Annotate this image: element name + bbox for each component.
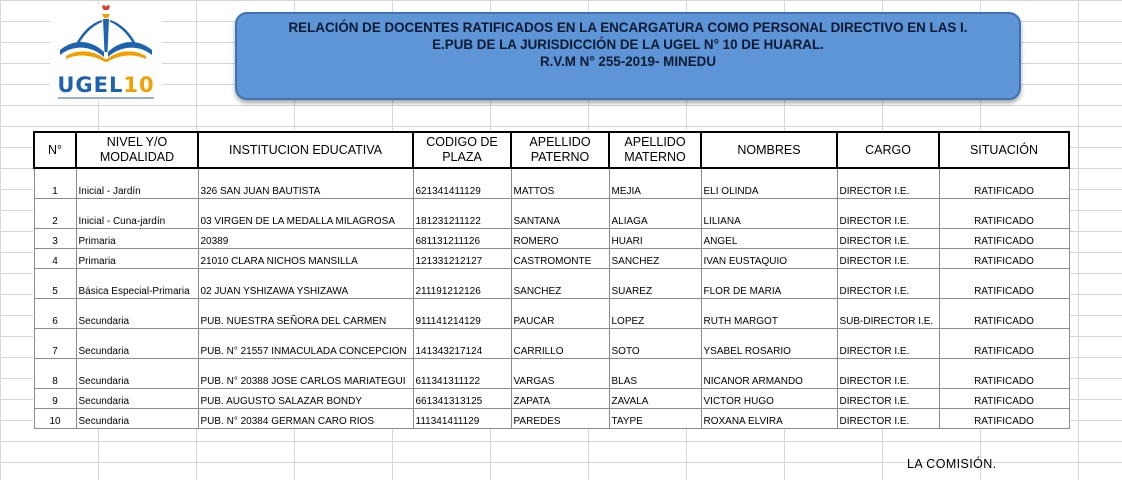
- table-row: [34, 389, 1069, 409]
- col-header-num: N°: [34, 132, 76, 168]
- cell-materno: BLAS: [609, 359, 701, 389]
- cell-nombres: ANGEL: [701, 229, 837, 249]
- cell-paterno: PAUCAR: [511, 299, 609, 329]
- cell-institucion: PUB. N° 20384 GERMAN CARO RIOS: [198, 409, 413, 429]
- cell-nombres: IVAN EUSTAQUIO: [701, 249, 837, 269]
- cell-materno: SOTO: [609, 329, 701, 359]
- title-line-2: E.PUB DE LA JURISDICCIÓN DE LA UGEL N° 10 DE HUARAL.: [432, 37, 824, 52]
- table-row: [34, 329, 1069, 359]
- cell-codigo: 911141214129: [413, 299, 511, 329]
- cell-num: 10: [34, 409, 76, 429]
- cell-nombres: YSABEL ROSARIO: [701, 329, 837, 359]
- cell-nivel: Secundaria: [76, 329, 198, 359]
- cell-nombres: ELI OLINDA: [701, 168, 837, 199]
- cell-situacion: RATIFICADO: [939, 229, 1069, 249]
- cell-situacion: RATIFICADO: [939, 329, 1069, 359]
- cell-codigo: 181231211122: [413, 199, 511, 229]
- cell-cargo: DIRECTOR I.E.: [837, 409, 939, 429]
- cell-cargo: DIRECTOR I.E.: [837, 229, 939, 249]
- cell-materno: TAYPE: [609, 409, 701, 429]
- cell-cargo: DIRECTOR I.E.: [837, 168, 939, 199]
- cell-codigo: 621341411129: [413, 168, 511, 199]
- cell-paterno: ZAPATA: [511, 389, 609, 409]
- cell-codigo: 111341411129: [413, 409, 511, 429]
- cell-nivel: Secundaria: [76, 409, 198, 429]
- cell-institucion: 326 SAN JUAN BAUTISTA: [198, 168, 413, 199]
- col-header-nivel: NIVEL Y/O MODALIDAD: [76, 132, 198, 168]
- cell-nivel: Secundaria: [76, 299, 198, 329]
- title-line-1: RELACIÓN DE DOCENTES RATIFICADOS EN LA ENCARGATURA COMO PERSONAL DIRECTIVO EN LAS I.: [288, 20, 968, 35]
- header-row: [34, 132, 1069, 168]
- cell-num: 2: [34, 199, 76, 229]
- cell-num: 5: [34, 269, 76, 299]
- col-header-nombres: NOMBRES: [701, 132, 837, 168]
- cell-cargo: DIRECTOR I.E.: [837, 359, 939, 389]
- ugel-logo: [50, 4, 162, 100]
- signature-commission: LA COMISIÓN.: [907, 457, 997, 471]
- cell-num: 1: [34, 168, 76, 199]
- cell-nivel: Primaria: [76, 229, 198, 249]
- cell-paterno: SANCHEZ: [511, 269, 609, 299]
- cell-cargo: DIRECTOR I.E.: [837, 199, 939, 229]
- cell-institucion: 02 JUAN YSHIZAWA YSHIZAWA: [198, 269, 413, 299]
- teachers-table: [33, 131, 1070, 429]
- cell-materno: ALIAGA: [609, 199, 701, 229]
- cell-paterno: SANTANA: [511, 199, 609, 229]
- col-header-institucion: INSTITUCION EDUCATIVA: [198, 132, 413, 168]
- cell-situacion: RATIFICADO: [939, 199, 1069, 229]
- cell-institucion: PUB. N° 20388 JOSE CARLOS MARIATEGUI: [198, 359, 413, 389]
- book-torch-icon: [50, 4, 162, 74]
- col-header-codigo: CODIGO DE PLAZA: [413, 132, 511, 168]
- cell-paterno: ROMERO: [511, 229, 609, 249]
- cell-materno: SANCHEZ: [609, 249, 701, 269]
- cell-num: 9: [34, 389, 76, 409]
- col-header-paterno: APELLIDO PATERNO: [511, 132, 609, 168]
- cell-paterno: CARRILLO: [511, 329, 609, 359]
- title-line-3: R.V.M N° 255-2019- MINEDU: [539, 54, 717, 69]
- cell-cargo: DIRECTOR I.E.: [837, 269, 939, 299]
- cell-institucion: 20389: [198, 229, 413, 249]
- cell-paterno: PAREDES: [511, 409, 609, 429]
- cell-nombres: ROXANA ELVIRA: [701, 409, 837, 429]
- cell-nivel: Secundaria: [76, 389, 198, 409]
- col-header-cargo: CARGO: [837, 132, 939, 168]
- cell-situacion: RATIFICADO: [939, 269, 1069, 299]
- table-row: [34, 168, 1069, 199]
- cell-situacion: RATIFICADO: [939, 359, 1069, 389]
- cell-institucion: 21010 CLARA NICHOS MANSILLA: [198, 249, 413, 269]
- col-header-situacion: SITUACIÓN: [939, 132, 1069, 168]
- cell-situacion: RATIFICADO: [939, 168, 1069, 199]
- cell-codigo: 661341313125: [413, 389, 511, 409]
- cell-codigo: 681131211126: [413, 229, 511, 249]
- table-row: [34, 409, 1069, 429]
- cell-codigo: 121331212127: [413, 249, 511, 269]
- cell-institucion: PUB. NUESTRA SEÑORA DEL CARMEN: [198, 299, 413, 329]
- cell-nivel: Secundaria: [76, 359, 198, 389]
- logo-underline: [58, 97, 154, 99]
- table-row: [34, 249, 1069, 269]
- cell-institucion: PUB. N° 21557 INMACULADA CONCEPCION: [198, 329, 413, 359]
- cell-nombres: NICANOR ARMANDO: [701, 359, 837, 389]
- cell-materno: MEJIA: [609, 168, 701, 199]
- cell-nombres: VICTOR HUGO: [701, 389, 837, 409]
- cell-paterno: CASTROMONTE: [511, 249, 609, 269]
- cell-codigo: 611341311122: [413, 359, 511, 389]
- cell-nivel: Primaria: [76, 249, 198, 269]
- table-row: [34, 229, 1069, 249]
- table-row: [34, 269, 1069, 299]
- title-banner: [235, 12, 1021, 100]
- cell-num: 3: [34, 229, 76, 249]
- cell-num: 4: [34, 249, 76, 269]
- cell-nivel: Inicial - Jardín: [76, 168, 198, 199]
- cell-situacion: RATIFICADO: [939, 389, 1069, 409]
- col-header-materno: APELLIDO MATERNO: [609, 132, 701, 168]
- table-row: [34, 359, 1069, 389]
- table-row: [34, 199, 1069, 229]
- cell-materno: SUAREZ: [609, 269, 701, 299]
- cell-nombres: LILIANA: [701, 199, 837, 229]
- cell-num: 6: [34, 299, 76, 329]
- cell-situacion: RATIFICADO: [939, 299, 1069, 329]
- cell-materno: ZAVALA: [609, 389, 701, 409]
- cell-nombres: RUTH MARGOT: [701, 299, 837, 329]
- logo-text: UGEL10: [57, 73, 155, 97]
- cell-situacion: RATIFICADO: [939, 409, 1069, 429]
- table-row: [34, 299, 1069, 329]
- cell-paterno: MATTOS: [511, 168, 609, 199]
- cell-materno: LOPEZ: [609, 299, 701, 329]
- cell-institucion: PUB. AUGUSTO SALAZAR BONDY: [198, 389, 413, 409]
- cell-paterno: VARGAS: [511, 359, 609, 389]
- cell-cargo: SUB-DIRECTOR I.E.: [837, 299, 939, 329]
- cell-cargo: DIRECTOR I.E.: [837, 329, 939, 359]
- cell-codigo: 141343217124: [413, 329, 511, 359]
- cell-num: 7: [34, 329, 76, 359]
- cell-nombres: FLOR DE MARIA: [701, 269, 837, 299]
- cell-codigo: 211191212126: [413, 269, 511, 299]
- cell-nivel: Básica Especial-Primaria: [76, 269, 198, 299]
- cell-cargo: DIRECTOR I.E.: [837, 249, 939, 269]
- cell-situacion: RATIFICADO: [939, 249, 1069, 269]
- cell-cargo: DIRECTOR I.E.: [837, 389, 939, 409]
- cell-nivel: Inicial - Cuna-jardín: [76, 199, 198, 229]
- cell-institucion: 03 VIRGEN DE LA MEDALLA MILAGROSA: [198, 199, 413, 229]
- cell-num: 8: [34, 359, 76, 389]
- cell-materno: HUARI: [609, 229, 701, 249]
